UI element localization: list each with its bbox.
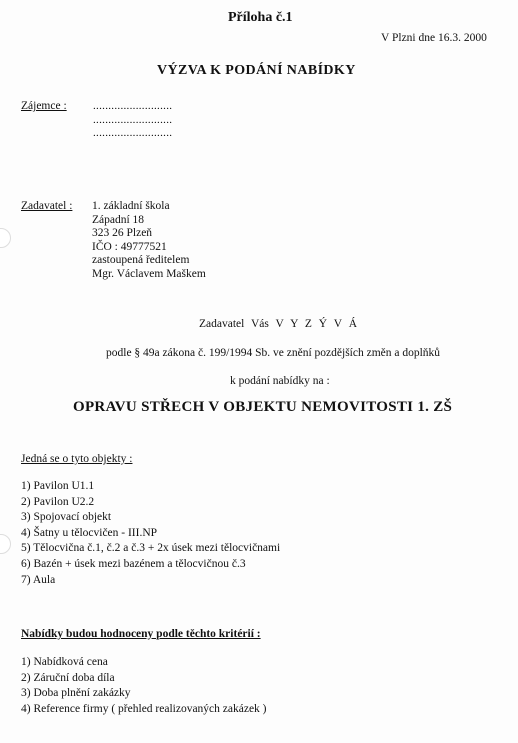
place-date: V Plzni dne 16.3. 2000	[381, 32, 487, 44]
invitation-line-1: Zadavatel Vás V Y Z Ý V Á	[199, 318, 357, 330]
list-item: 2) Záruční doba díla	[21, 671, 115, 684]
contracting-label: Zadavatel :	[21, 200, 73, 212]
document-title: VÝZVA K PODÁNÍ NABÍDKY	[157, 63, 356, 78]
address-line: 323 26 Plzeň	[92, 227, 153, 239]
address-line: 1. základní škola	[92, 200, 170, 212]
blank-line: ..........................	[93, 100, 173, 112]
list-item: 5) Tělocvična č.1, č.2 a č.3 + 2x úsek mezi tělocvičnami	[21, 542, 281, 555]
list-item: 1) Nabídková cena	[21, 656, 108, 668]
criteria-list	[21, 655, 267, 717]
invitation-line-2: podle § 49a zákona č. 199/1994 Sb. ve znění pozdějších změn a doplňků	[106, 347, 441, 359]
list-item: 2) Pavilon U2.2	[21, 495, 95, 508]
contract-subject: OPRAVU STŘECH V OBJEKTU NEMOVITOSTI 1. ZŠ	[73, 399, 453, 415]
list-item: 3) Doba plnění zakázky	[21, 687, 131, 700]
interested-label: Zájemce :	[21, 100, 67, 112]
punch-hole	[0, 228, 11, 248]
list-item: 1) Pavilon U1.1	[21, 480, 95, 492]
appendix-label: Příloha č.1	[228, 10, 293, 25]
blank-line: ..........................	[93, 127, 173, 139]
address-line: IČO : 49777521	[92, 240, 167, 253]
blank-line: ..........................	[93, 113, 173, 126]
address-line: Mgr. Václavem Maškem	[92, 267, 206, 280]
list-item: 6) Bazén + úsek mezi bazénem a tělocvičnou č.3	[21, 557, 246, 570]
address-line: Západní 18	[92, 213, 145, 226]
list-item: 4) Šatny u tělocvičen - III.NP	[21, 526, 158, 539]
address-line: zastoupená ředitelem	[92, 254, 190, 266]
list-item: 4) Reference firmy ( přehled realizovaných zakázek )	[21, 702, 267, 715]
list-item: 3) Spojovací objekt	[21, 511, 112, 524]
objects-list	[21, 479, 280, 588]
objects-heading: Jedná se o tyto objekty :	[21, 453, 133, 465]
list-item: 7) Aula	[21, 573, 56, 586]
invitation-line-3: k podání nabídky na :	[230, 375, 330, 387]
punch-hole	[0, 534, 11, 554]
contracting-address	[92, 200, 206, 281]
interested-lines	[93, 100, 172, 141]
criteria-heading: Nabídky budou hodnoceny podle těchto kritérií :	[21, 628, 261, 640]
